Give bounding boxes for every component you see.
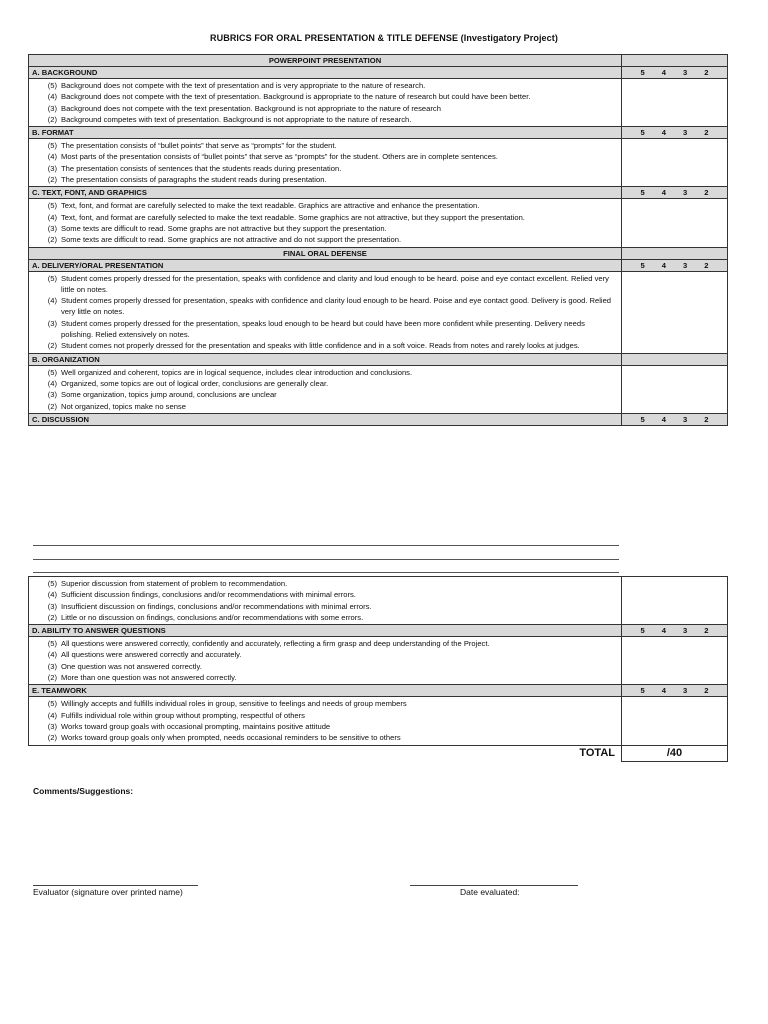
blank-line (33, 572, 619, 573)
criterion-delivery-descriptors (29, 271, 622, 353)
powerpoint-section-header: POWERPOINT PRESENTATION (29, 55, 622, 67)
descriptor-item (29, 672, 621, 683)
descriptor-item (29, 80, 621, 91)
criterion-questions-descriptors (29, 637, 622, 685)
score-5: 5 (640, 626, 645, 636)
score-entry-cell[interactable] (622, 199, 728, 247)
blank-line (33, 559, 619, 560)
score-entry-cell[interactable] (622, 697, 728, 745)
descriptor-text: More than one question was not answered correctly. (61, 673, 237, 683)
score-5: 5 (640, 68, 645, 77)
descriptor-item (29, 721, 621, 732)
criterion-format-descriptors (29, 139, 622, 187)
date-label: Date evaluated: (460, 887, 520, 897)
descriptor-item (29, 378, 621, 389)
descriptor-text: The presentation consists of sentences that the students reads during presentation. (61, 163, 342, 173)
descriptor-score: (5) (47, 367, 57, 377)
rubric-table-presentation (28, 54, 728, 426)
criterion-delivery-label: A. DELIVERY/ORAL PRESENTATION (29, 259, 622, 271)
score-scale (622, 259, 728, 271)
descriptor-item (29, 151, 621, 162)
criterion-teamwork-label: E. TEAMWORK (29, 685, 622, 697)
descriptor-item (29, 91, 621, 102)
criterion-background-label: A. BACKGROUND (29, 67, 622, 79)
score-4: 4 (661, 686, 666, 696)
descriptor-score: (2) (47, 733, 57, 743)
descriptor-text: Student comes properly dressed for the presentation, speaks loud enough to be heard but could have been more confident while presenting. Delivery needs polishing. Relied extensively on notes. (61, 318, 585, 340)
descriptor-text: Background does not compete with the text of presentation. Background is appropriate to the nature of research but could have been better. (61, 92, 531, 102)
score-scale (622, 413, 728, 425)
descriptor-text: Organized, some topics are out of logical order, conclusions are generally clear. (61, 378, 329, 388)
descriptor-score: (4) (47, 650, 57, 660)
score-2: 2 (704, 128, 709, 138)
descriptor-score: (3) (47, 661, 57, 671)
descriptor-text: Background competes with text of presentation. Background is not appropriate to the nature of research. (61, 114, 412, 124)
descriptor-score: (5) (47, 141, 57, 151)
descriptor-item (29, 589, 621, 600)
descriptor-item (29, 223, 621, 234)
score-3: 3 (683, 626, 688, 636)
descriptor-score: (2) (47, 235, 57, 245)
descriptor-text: Text, font, and format are carefully selected to make the text readable. Some graphics are not attractive, but they support the presentation. (61, 212, 525, 222)
score-4: 4 (661, 414, 666, 424)
descriptor-text: Student comes not properly dressed for the presentation and speaks with little confidence and in a soft voice. Reads from notes and rarely looks at judges. (61, 341, 580, 351)
score-scale (622, 187, 728, 199)
score-2: 2 (704, 686, 709, 696)
descriptor-item (29, 661, 621, 672)
score-5: 5 (640, 686, 645, 696)
score-4: 4 (661, 260, 666, 270)
criterion-discussion-descriptors (29, 577, 622, 625)
descriptor-item (29, 732, 621, 743)
descriptor-text: Background does not compete with the text of presentation and is very appropriate to the nature of research. (61, 81, 426, 90)
score-3: 3 (683, 188, 688, 198)
score-entry-cell[interactable] (622, 577, 728, 625)
date-line[interactable] (410, 885, 578, 886)
criterion-format-label: B. FORMAT (29, 127, 622, 139)
descriptor-score: (5) (47, 273, 57, 283)
blank-line (33, 545, 619, 546)
descriptor-score: (5) (47, 579, 57, 588)
score-2: 2 (704, 260, 709, 270)
descriptor-item (29, 367, 621, 378)
descriptor-score: (2) (47, 341, 57, 351)
score-2: 2 (704, 188, 709, 198)
score-2: 2 (704, 68, 709, 77)
descriptor-text: Student comes properly dressed for the presentation, speaks with confidence and clarity and loud enough to be heard. poise and eye contact excellent. Relied very little on notes. (61, 273, 609, 294)
descriptor-score: (4) (47, 212, 57, 222)
score-5: 5 (640, 128, 645, 138)
descriptor-text: Fulfills individual role within group without prompting, respectful of others (61, 710, 305, 720)
total-score[interactable]: /40 (622, 745, 728, 761)
descriptor-score: (3) (47, 163, 57, 173)
descriptor-score: (4) (47, 152, 57, 162)
score-3: 3 (683, 260, 688, 270)
descriptor-item (29, 638, 621, 649)
criterion-text-font-descriptors (29, 199, 622, 247)
descriptor-score: (4) (47, 590, 57, 600)
descriptor-text: Not organized, topics make no sense (61, 401, 186, 411)
descriptor-text: The presentation consists of “bullet points” that serve as “prompts” for the student. (61, 141, 337, 151)
criterion-questions-label: D. ABILITY TO ANSWER QUESTIONS (29, 625, 622, 637)
descriptor-item (29, 318, 621, 341)
descriptor-text: Works toward group goals only when prompted, needs occasional reminders to be sensitive to others (61, 733, 401, 743)
descriptor-text: Some texts are difficult to read. Some graphs are not attractive but they support the presentation. (61, 223, 387, 233)
evaluator-signature-line[interactable] (33, 885, 198, 886)
document-title: RUBRICS FOR ORAL PRESENTATION & TITLE DEFENSE (Investigatory Project) (210, 33, 558, 43)
score-entry-cell[interactable] (622, 271, 728, 353)
descriptor-score: (4) (47, 92, 57, 102)
descriptor-text: Superior discussion from statement of problem to recommendation. (61, 579, 288, 588)
descriptor-text: Student comes properly dressed for presentation, speaks with confidence and clarity loud enough to be heard. Poise and eye contact good. Delivery is good. Relied very little on notes. (61, 296, 612, 317)
score-4: 4 (661, 128, 666, 138)
descriptor-score: (3) (47, 601, 57, 611)
descriptor-item (29, 389, 621, 400)
evaluator-label: Evaluator (signature over printed name) (33, 887, 183, 897)
descriptor-item (29, 273, 621, 296)
score-entry-cell[interactable] (622, 139, 728, 187)
criterion-discussion-label: C. DISCUSSION (29, 413, 622, 425)
descriptor-item (29, 174, 621, 185)
score-3: 3 (683, 68, 688, 77)
score-scale (622, 625, 728, 637)
descriptor-score: (3) (47, 318, 57, 328)
score-entry-cell[interactable] (622, 365, 728, 413)
descriptor-score: (2) (47, 673, 57, 683)
score-scale (622, 127, 728, 139)
descriptor-score: (4) (47, 378, 57, 388)
score-entry-cell[interactable] (622, 79, 728, 127)
score-5: 5 (640, 260, 645, 270)
descriptor-item (29, 649, 621, 660)
criterion-teamwork-descriptors (29, 697, 622, 745)
descriptor-score: (5) (47, 639, 57, 649)
descriptor-text: Some organization, topics jump around, conclusions are unclear (61, 390, 277, 400)
descriptor-text: Sufficient discussion findings, conclusions and/or recommendations with minimal errors. (61, 590, 356, 600)
descriptor-text: Some texts are difficult to read. Some graphics are not attractive and do not support the presentation. (61, 235, 402, 245)
descriptor-score: (2) (47, 401, 57, 411)
descriptor-score: (4) (47, 296, 57, 306)
criterion-text-font-label: C. TEXT, FONT, AND GRAPHICS (29, 187, 622, 199)
descriptor-text: All questions were answered correctly, confidently and accurately, reflecting a firm grasp and deep understanding of the Project. (61, 639, 490, 649)
descriptor-score: (3) (47, 721, 57, 731)
descriptor-score: (5) (47, 81, 57, 90)
score-5: 5 (640, 414, 645, 424)
criterion-background-descriptors (29, 79, 622, 127)
score-2: 2 (704, 414, 709, 424)
descriptor-item (29, 200, 621, 211)
descriptor-text: All questions were answered correctly and accurately. (61, 650, 242, 660)
descriptor-item (29, 601, 621, 612)
descriptor-text: Little or no discussion on findings, conclusions and/or recommendations with some errors. (61, 612, 364, 622)
criterion-organization-descriptors (29, 365, 622, 413)
descriptor-score: (4) (47, 710, 57, 720)
score-scale (622, 685, 728, 697)
descriptor-text: One question was not answered correctly. (61, 661, 202, 671)
descriptor-item (29, 103, 621, 114)
descriptor-score: (5) (47, 201, 57, 211)
descriptor-text: Well organized and coherent, topics are in logical sequence, includes clear introduction and conclusions. (61, 367, 413, 377)
descriptor-score: (2) (47, 612, 57, 622)
descriptor-text: The presentation consists of paragraphs the student reads during presentation. (61, 175, 327, 185)
descriptor-text: Insufficient discussion on findings, conclusions and/or recommendations with minimal errors. (61, 601, 372, 611)
score-3: 3 (683, 414, 688, 424)
descriptor-score: (3) (47, 223, 57, 233)
score-3: 3 (683, 128, 688, 138)
score-4: 4 (661, 188, 666, 198)
descriptor-item (29, 140, 621, 151)
score-5: 5 (640, 188, 645, 198)
descriptor-item (29, 234, 621, 245)
descriptor-item (29, 612, 621, 623)
score-3: 3 (683, 686, 688, 696)
rubric-table-defense-continued (28, 576, 728, 762)
descriptor-item (29, 340, 621, 351)
descriptor-score: (2) (47, 114, 57, 124)
descriptor-score: (5) (47, 699, 57, 709)
descriptor-score: (3) (47, 390, 57, 400)
descriptor-text: Willingly accepts and fulfills individual roles in group, sensitive to feelings and needs of group members (61, 699, 407, 709)
descriptor-score: (3) (47, 103, 57, 113)
descriptor-item (29, 212, 621, 223)
descriptor-item (29, 578, 621, 589)
total-label: TOTAL (579, 746, 615, 759)
oral-defense-section-header: FINAL ORAL DEFENSE (29, 247, 622, 259)
score-scale (622, 67, 728, 79)
comments-label: Comments/Suggestions: (33, 786, 134, 796)
score-2: 2 (704, 626, 709, 636)
descriptor-item (29, 710, 621, 721)
descriptor-text: Text, font, and format are carefully selected to make the text readable. Graphics are attractive and enhance the presentation. (61, 201, 480, 211)
descriptor-text: Works toward group goals with occasional prompting, maintains positive attitude (61, 721, 331, 731)
score-4: 4 (661, 626, 666, 636)
score-4: 4 (661, 68, 666, 77)
descriptor-text: Background does not compete with the text presentation. Background is not appropriate to the nature of research (61, 103, 441, 113)
descriptor-text: Most parts of the presentation consists of “bullet points” that serve as “prompts” for the student. Others are in complete sentences. (61, 152, 498, 162)
descriptor-item (29, 401, 621, 412)
criterion-organization-label: B. ORGANIZATION (29, 353, 622, 365)
descriptor-score: (2) (47, 175, 57, 185)
descriptor-item (29, 295, 621, 318)
descriptor-item (29, 163, 621, 174)
score-entry-cell[interactable] (622, 637, 728, 685)
descriptor-item (29, 114, 621, 125)
descriptor-item (29, 698, 621, 709)
